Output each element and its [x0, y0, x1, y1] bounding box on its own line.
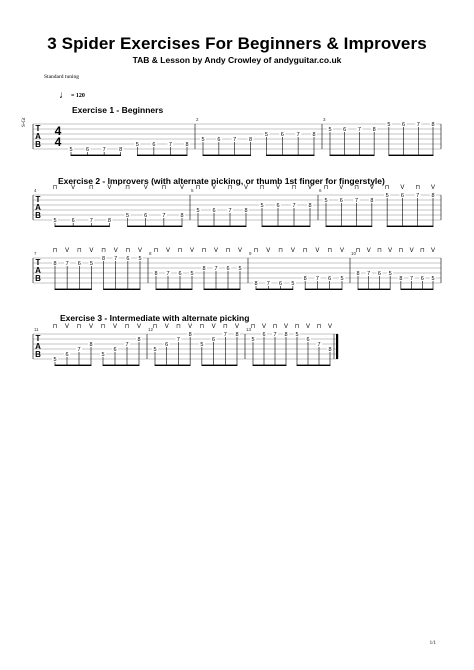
fret-number: 5	[135, 142, 139, 148]
fret-number: 5	[385, 193, 389, 199]
downstroke-icon: ⊓	[52, 185, 58, 191]
upstroke-icon: V	[290, 248, 295, 254]
fret-number: 6	[217, 137, 221, 143]
tab-clef-letter: B	[35, 350, 41, 359]
fret-number: 8	[399, 276, 403, 282]
upstroke-icon: V	[266, 248, 271, 254]
tab-clef-letter: A	[35, 266, 41, 275]
fret-number: 6	[212, 337, 216, 343]
fret-number: 7	[223, 332, 227, 338]
note-beam	[401, 289, 434, 290]
upstroke-icon: V	[369, 185, 374, 191]
fret-number: 5	[201, 137, 205, 143]
downstroke-icon: ⊓	[355, 248, 361, 254]
upstroke-icon: V	[188, 324, 193, 330]
upstroke-icon: V	[400, 185, 405, 191]
fret-number: 6	[279, 281, 283, 287]
note-beam	[55, 226, 110, 227]
fret-number: 5	[291, 281, 295, 287]
note-beam	[155, 365, 191, 366]
upstroke-icon: V	[327, 324, 333, 330]
tab-clef-letter: A	[35, 132, 41, 141]
upstroke-icon: V	[65, 248, 70, 254]
fret-number: 6	[402, 122, 406, 128]
note-beam	[297, 365, 331, 366]
tuning-label: Standard tuning	[44, 74, 79, 80]
fret-number: 6	[226, 266, 230, 272]
fret-number: 6	[280, 132, 284, 138]
page-number: 1/1	[429, 641, 436, 646]
measure-number: 3	[323, 117, 326, 122]
tempo-label: = 120	[71, 93, 85, 99]
fret-number: 7	[114, 256, 118, 262]
measure-number: 4	[34, 188, 37, 193]
fret-number: 6	[144, 213, 148, 219]
upstroke-icon: V	[283, 324, 289, 330]
downstroke-icon: ⊓	[316, 324, 322, 330]
downstroke-icon: ⊓	[278, 248, 283, 254]
fret-number: 5	[431, 276, 435, 282]
fret-number: 6	[306, 337, 310, 343]
tab-clef-letter: T	[35, 124, 41, 133]
upstroke-icon: V	[211, 185, 217, 191]
fret-number: 7	[89, 218, 93, 224]
fret-number: 8	[431, 193, 435, 199]
downstroke-icon: ⊓	[354, 185, 359, 191]
downstroke-icon: ⊓	[101, 248, 106, 254]
fret-number: 5	[190, 271, 194, 277]
fret-number: 6	[400, 193, 404, 199]
fret-number: 6	[377, 271, 381, 277]
downstroke-icon: ⊓	[327, 248, 333, 254]
fret-number: 8	[308, 203, 312, 209]
fret-number: 7	[357, 127, 361, 133]
upstroke-icon: V	[234, 324, 240, 330]
fret-number: 6	[276, 203, 280, 209]
upstroke-icon: V	[261, 324, 267, 330]
final-barline	[336, 334, 338, 359]
tab-clef-letter: T	[35, 195, 41, 204]
fret-number: 7	[102, 147, 106, 153]
fret-number: 8	[284, 332, 288, 338]
upstroke-icon: V	[237, 248, 243, 254]
downstroke-icon: ⊓	[195, 185, 201, 191]
note-beam	[253, 365, 287, 366]
downstroke-icon: ⊓	[199, 324, 205, 330]
fret-number: 8	[356, 271, 360, 277]
page-title: 3 Spider Exercises For Beginners & Improvers	[47, 34, 427, 53]
quarter-note-icon: ♩	[59, 90, 69, 101]
tab-clef-letter: A	[35, 342, 41, 351]
fret-number: 7	[162, 213, 166, 219]
fret-number: 8	[249, 137, 253, 143]
note-beam	[389, 155, 434, 156]
downstroke-icon: ⊓	[153, 248, 159, 254]
fret-number: 7	[77, 347, 81, 353]
fret-number: 7	[296, 132, 300, 138]
upstroke-icon: V	[430, 185, 436, 191]
downstroke-icon: ⊓	[76, 248, 82, 254]
fret-number: 7	[416, 122, 420, 128]
fret-number: 5	[238, 266, 242, 272]
upstroke-icon: V	[315, 248, 320, 254]
fret-number: 5	[260, 203, 264, 209]
measure-number: 7	[34, 251, 37, 256]
fret-number: 8	[372, 127, 376, 133]
fret-number: 6	[212, 208, 216, 214]
downstroke-icon: ⊓	[377, 248, 382, 254]
fret-number: 8	[303, 276, 307, 282]
fret-number: 6	[126, 256, 130, 262]
upstroke-icon: V	[88, 324, 94, 330]
note-beam	[305, 289, 342, 290]
note-beam	[55, 365, 92, 366]
measure-number: 11	[34, 327, 39, 332]
fret-number: 8	[370, 198, 374, 204]
fret-number: 7	[317, 342, 321, 348]
note-beam	[266, 155, 314, 156]
fret-number: 6	[113, 347, 117, 353]
note-beam	[330, 155, 375, 156]
downstroke-icon: ⊓	[302, 248, 308, 254]
upstroke-icon: V	[339, 248, 345, 254]
upstroke-icon: V	[275, 185, 281, 191]
downstroke-icon: ⊓	[419, 248, 425, 254]
downstroke-icon: ⊓	[323, 185, 329, 191]
fret-number: 5	[200, 342, 204, 348]
fret-number: 8	[185, 142, 189, 148]
upstroke-icon: V	[213, 248, 219, 254]
fret-number: 5	[324, 198, 328, 204]
note-beam	[387, 226, 433, 227]
downstroke-icon: ⊓	[76, 324, 82, 330]
tab-clef-letter: B	[35, 274, 41, 283]
fret-number: 8	[180, 213, 184, 219]
tab-clef-letter: B	[35, 140, 41, 149]
downstroke-icon: ⊓	[227, 185, 233, 191]
fret-number: 8	[154, 271, 158, 277]
fret-number: 7	[166, 271, 170, 277]
fret-number: 8	[107, 218, 111, 224]
tab-clef-letter: T	[35, 258, 41, 267]
upstroke-icon: V	[136, 324, 142, 330]
upstroke-icon: V	[189, 248, 195, 254]
upstroke-icon: V	[165, 248, 171, 254]
fret-number: 8	[254, 281, 258, 287]
fret-number: 5	[126, 213, 130, 219]
note-beam	[156, 289, 193, 290]
upstroke-icon: V	[339, 185, 344, 191]
downstroke-icon: ⊓	[88, 185, 94, 191]
downstroke-icon: ⊓	[161, 185, 167, 191]
fret-number: 5	[388, 271, 392, 277]
fret-number: 5	[328, 127, 332, 133]
fret-number: 5	[89, 261, 93, 267]
note-beam	[262, 226, 311, 227]
fret-number: 5	[196, 208, 200, 214]
time-signature-top: 4	[54, 124, 62, 138]
upstroke-icon: V	[112, 324, 118, 330]
fret-number: 6	[86, 147, 90, 153]
fret-number: 8	[102, 256, 106, 262]
fret-number: 8	[188, 332, 192, 338]
upstroke-icon: V	[388, 248, 393, 254]
upstroke-icon: V	[211, 324, 216, 330]
upstroke-icon: V	[243, 185, 249, 191]
exercise-2-title: Exercise 2 - Improvers (with alternate picking, or thumb 1st finger for fingerstyle)	[58, 176, 385, 186]
fret-number: 5	[53, 357, 57, 363]
upstroke-icon: V	[305, 324, 311, 330]
fret-number: 5	[101, 352, 105, 358]
upstroke-icon: V	[164, 324, 169, 330]
fret-number: 6	[262, 332, 266, 338]
fret-number: 8	[235, 332, 239, 338]
upstroke-icon: V	[307, 185, 313, 191]
note-beam	[103, 289, 140, 290]
downstroke-icon: ⊓	[415, 185, 421, 191]
downstroke-icon: ⊓	[100, 324, 106, 330]
fret-number: 7	[214, 266, 218, 272]
downstroke-icon: ⊓	[222, 324, 228, 330]
instrument-label: S-Gt	[22, 117, 27, 127]
measure-number: 12	[148, 327, 154, 332]
fret-number: 8	[244, 208, 248, 214]
note-beam	[103, 365, 140, 366]
fret-number: 8	[312, 132, 316, 138]
fret-number: 5	[138, 256, 142, 262]
fret-number: 5	[251, 337, 255, 343]
downstroke-icon: ⊓	[291, 185, 297, 191]
downstroke-icon: ⊓	[125, 248, 131, 254]
measure-number: 9	[249, 251, 252, 256]
fret-number: 8	[202, 266, 206, 272]
upstroke-icon: V	[179, 185, 185, 191]
fret-number: 7	[266, 281, 270, 287]
fret-number: 7	[233, 137, 237, 143]
fret-number: 7	[176, 337, 180, 343]
upstroke-icon: V	[107, 185, 112, 191]
note-beam	[203, 155, 251, 156]
fret-number: 7	[355, 198, 359, 204]
downstroke-icon: ⊓	[253, 248, 259, 254]
fret-number: 7	[228, 208, 232, 214]
measure-number: 8	[149, 251, 152, 256]
upstroke-icon: V	[137, 248, 143, 254]
downstroke-icon: ⊓	[384, 185, 390, 191]
measure-number: 13	[246, 327, 252, 332]
note-beam	[198, 226, 247, 227]
downstroke-icon: ⊓	[152, 324, 158, 330]
downstroke-icon: ⊓	[250, 324, 256, 330]
fret-number: 6	[178, 271, 182, 277]
upstroke-icon: V	[409, 248, 414, 254]
fret-number: 7	[292, 203, 296, 209]
fret-number: 6	[420, 276, 424, 282]
fret-number: 6	[152, 142, 156, 148]
fret-number: 6	[165, 342, 169, 348]
measure-number: 10	[351, 251, 357, 256]
fret-number: 7	[65, 261, 69, 267]
upstroke-icon: V	[143, 185, 148, 191]
upstroke-icon: V	[366, 248, 371, 254]
downstroke-icon: ⊓	[125, 185, 130, 191]
downstroke-icon: ⊓	[176, 324, 181, 330]
time-signature-bottom: 4	[54, 135, 62, 149]
measure-number: 5	[191, 188, 194, 193]
fret-number: 6	[343, 127, 347, 133]
measure-number: 2	[196, 117, 199, 122]
upstroke-icon: V	[64, 324, 70, 330]
fret-number: 7	[416, 193, 420, 199]
fret-number: 6	[65, 352, 69, 358]
fret-number: 7	[410, 276, 414, 282]
fret-number: 8	[431, 122, 435, 128]
downstroke-icon: ⊓	[225, 248, 231, 254]
upstroke-icon: V	[430, 248, 436, 254]
tab-clef-letter: A	[35, 203, 41, 212]
downstroke-icon: ⊓	[52, 324, 58, 330]
downstroke-icon: ⊓	[272, 324, 278, 330]
page-subtitle: TAB & Lesson by Andy Crowley of andyguitar.co.uk	[132, 55, 342, 65]
fret-number: 7	[367, 271, 371, 277]
fret-number: 5	[295, 332, 299, 338]
upstroke-icon: V	[113, 248, 118, 254]
fret-number: 5	[340, 276, 344, 282]
note-beam	[71, 155, 121, 156]
downstroke-icon: ⊓	[124, 324, 130, 330]
fret-number: 8	[53, 261, 57, 267]
exercise-3-title: Exercise 3 - Intermediate with alternate picking	[60, 313, 250, 323]
note-beam	[326, 226, 372, 227]
downstroke-icon: ⊓	[201, 248, 207, 254]
downstroke-icon: ⊓	[398, 248, 404, 254]
downstroke-icon: ⊓	[294, 324, 300, 330]
fret-number: 5	[69, 147, 73, 153]
fret-number: 6	[328, 276, 332, 282]
fret-number: 5	[264, 132, 268, 138]
tab-clef-letter: B	[35, 211, 41, 220]
fret-number: 5	[153, 347, 157, 353]
downstroke-icon: ⊓	[52, 248, 58, 254]
fret-number: 8	[137, 337, 141, 343]
fret-number: 6	[77, 261, 81, 267]
fret-number: 7	[273, 332, 277, 338]
fret-number: 8	[328, 347, 332, 353]
upstroke-icon: V	[71, 185, 76, 191]
fret-number: 8	[119, 147, 123, 153]
downstroke-icon: ⊓	[177, 248, 183, 254]
fret-number: 6	[339, 198, 343, 204]
note-beam	[55, 289, 92, 290]
note-beam	[137, 155, 187, 156]
fret-number: 5	[53, 218, 57, 224]
fret-number: 5	[387, 122, 391, 128]
fret-number: 7	[125, 342, 129, 348]
note-beam	[202, 365, 238, 366]
note-beam	[358, 289, 391, 290]
exercise-1-title: Exercise 1 - Beginners	[72, 105, 164, 115]
note-beam	[127, 226, 182, 227]
downstroke-icon: ⊓	[259, 185, 265, 191]
fret-number: 6	[71, 218, 75, 224]
note-beam	[204, 289, 241, 290]
note-beam	[256, 289, 293, 290]
upstroke-icon: V	[89, 248, 94, 254]
tab-clef-letter: T	[35, 334, 41, 343]
measure-number: 6	[319, 188, 322, 193]
fret-number: 7	[315, 276, 319, 282]
fret-number: 7	[168, 142, 172, 148]
fret-number: 8	[89, 342, 93, 348]
